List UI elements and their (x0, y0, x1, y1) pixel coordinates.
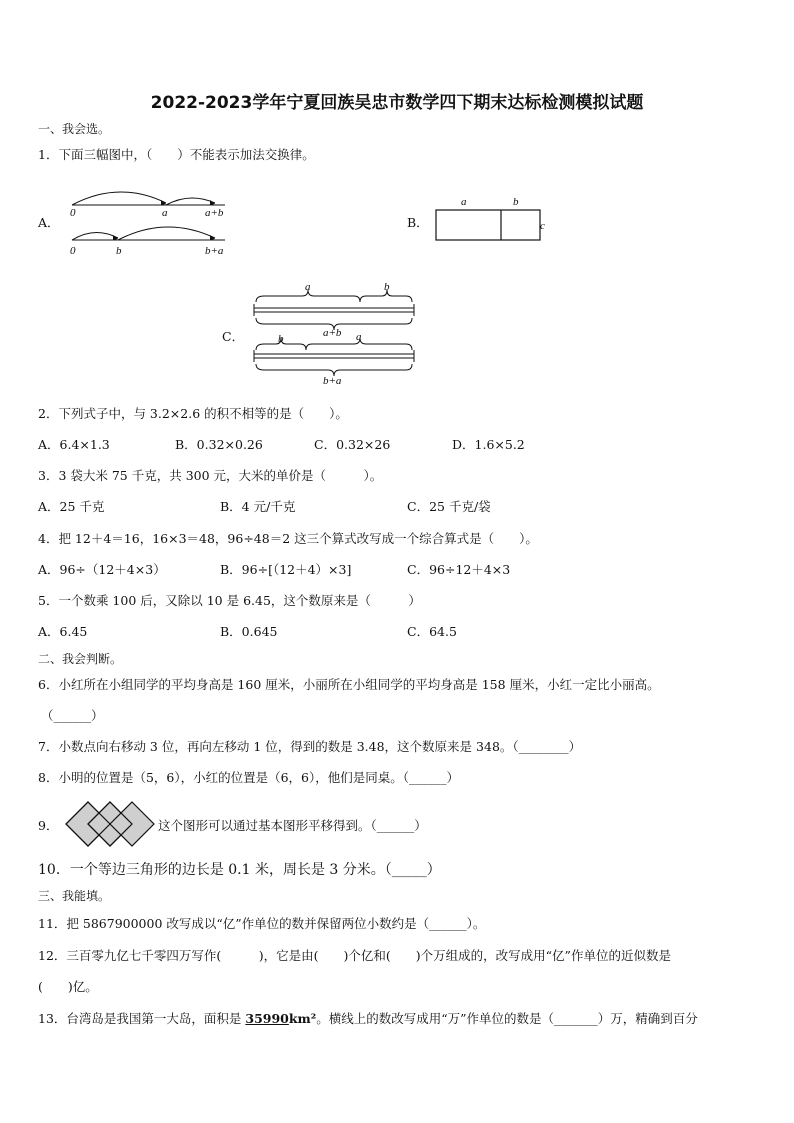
question-7: 7．小数点向右移动 3 位，再向左移动 1 位，得到的数是 3.48，这个数原来是 348。（________） (38, 739, 582, 754)
q1-option-a-label: A． (38, 215, 60, 230)
fig-b-label-b: b (513, 196, 519, 208)
fig-b-label-a: a (461, 196, 467, 208)
q5-option-b: B．0.645 (220, 624, 278, 639)
section-heading-1: 一、我会选。 (38, 122, 111, 136)
question-12-line-1: 12．三百零九亿七千零四万写作( )，它是由( )个亿和( )个万组成的，改写成用“亿”作单位的近似数是 (38, 948, 671, 963)
question-11: 11．把 5867900000 改写成以“亿”作单位的数并保留两位小数约是（______）。 (38, 916, 486, 931)
q2-option-a: A．6.4×1.3 (38, 437, 110, 452)
q4-option-b: B．96÷[（12＋4）×3] (220, 562, 352, 577)
question-13-underlined-number: 35990 (245, 1011, 289, 1026)
q1-option-c-label: C． (222, 329, 245, 344)
question-9-number: 9． (38, 818, 59, 833)
fig-a-label-a-plus-b: a+b (205, 207, 224, 219)
fig-a-label-0: 0 (70, 207, 76, 219)
page-title: 2022-2023学年宁夏回族吴忠市数学四下期末达标检测模拟试题 (150, 93, 644, 113)
q1-option-b-label: B． (407, 215, 429, 230)
q6-answer-blank[interactable]: （______） (41, 708, 104, 723)
question-1: 1．下面三幅图中，（ ）不能表示加法交换律。 (38, 147, 315, 162)
question-9-text: 这个图形可以通过基本图形平移得到。（______） (158, 818, 427, 833)
question-10: 10．一个等边三角形的边长是 0.1 米，周长是 3 分米。（_____） (38, 862, 441, 878)
q4-option-a: A．96÷（12＋4×3） (38, 562, 166, 577)
fig-c-label-a-plus-b: a+b (323, 327, 342, 339)
question-12-line-2: ( )亿。 (38, 979, 98, 994)
fig-a-label-b-plus-a: b+a (205, 245, 224, 257)
q3-option-b: B．4 元/千克 (220, 499, 296, 514)
question-13-unit: km² (288, 1011, 317, 1026)
q2-option-d: D．1.6×5.2 (452, 437, 525, 452)
fig-c-label-b2: b (278, 333, 284, 345)
question-2: 2．下列式子中，与 3.2×2.6 的积不相等的是（ ）。 (38, 406, 348, 421)
fig-a-label-0b: 0 (70, 245, 76, 257)
fig-c-label-b: b (384, 281, 390, 293)
q5-option-c: C．64.5 (407, 624, 457, 639)
question-13-prefix: 13．台湾岛是我国第一大岛，面积是 (38, 1011, 246, 1026)
overlapping-diamonds-figure (62, 800, 158, 850)
q3-option-c: C．25 千克/袋 (407, 499, 491, 514)
q3-option-a: A．25 千克 (38, 499, 105, 514)
segment-figure-c (250, 280, 420, 390)
question-8: 8．小明的位置是（5，6），小红的位置是（6，6），他们是同桌。（______） (38, 770, 460, 785)
section-heading-3: 三、我能填。 (38, 889, 111, 903)
q2-option-c: C．0.32×26 (314, 437, 391, 452)
q2-option-b: B．0.32×0.26 (175, 437, 263, 452)
question-13-suffix: 。横线上的数改写成用“万”作单位的数是（_______）万，精确到百分 (316, 1011, 698, 1026)
question-5: 5．一个数乘 100 后，又除以 10 是 6.45，这个数原来是（ ） (38, 593, 421, 608)
rectangle-figure-b (430, 192, 560, 252)
fig-b-label-c: c (540, 220, 545, 232)
fig-a-label-a: a (162, 207, 168, 219)
fig-c-label-a: a (305, 281, 311, 293)
fig-a-label-b: b (116, 245, 122, 257)
fig-c-label-b-plus-a: b+a (323, 375, 342, 387)
question-6: 6．小红所在小组同学的平均身高是 160 厘米，小丽所在小组同学的平均身高是 158 厘米，小红一定比小丽高。 (38, 677, 660, 692)
fig-c-label-a2: a (356, 331, 362, 343)
question-3: 3．3 袋大米 75 千克，共 300 元，大米的单价是（ ）。 (38, 468, 383, 483)
question-4: 4．把 12＋4＝16，16×3＝48，96÷48＝2 这三个算式改写成一个综合算式是（ ）。 (38, 531, 538, 546)
section-heading-2: 二、我会判断。 (38, 652, 123, 666)
number-line-figure-a (60, 180, 240, 260)
q5-option-a: A．6.45 (38, 624, 88, 639)
question-13 (38, 1011, 698, 1027)
q4-option-c: C．96÷12＋4×3 (407, 562, 511, 577)
